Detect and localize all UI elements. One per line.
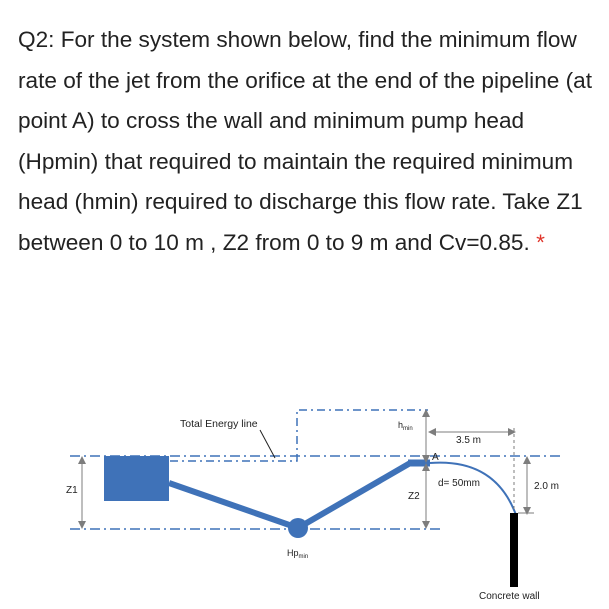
distance-label: 3.5 m [456, 435, 482, 446]
point-a-label: A [432, 452, 439, 463]
hmin-label [398, 420, 413, 432]
height-label: 2.0 m [534, 481, 560, 492]
question-body: Q2: For the system shown below, find the minimum flow rate of the jet from the orifice at the end of the pipeline (at point A) to cross the wall and minimum pump head (Hpmin) that required to maintain the required minimum head (hmin) required to discharge this flow rate. Take Z1 between 0 to 10 m , Z2 from 0 to 9 m and Cv=0.85. [18, 27, 592, 255]
hmin-label-main: h [398, 420, 404, 430]
reservoir-tank [104, 456, 169, 501]
diameter-label: d= 50mm [438, 478, 480, 489]
z2-label: Z2 [408, 491, 420, 502]
pipeline [169, 462, 412, 528]
pump-label-main: Hp [287, 548, 299, 558]
pump-label-sub: min [298, 554, 309, 560]
concrete-wall [510, 513, 518, 587]
hmin-label-sub: min [403, 426, 413, 432]
pump-icon [288, 518, 308, 538]
concrete-wall-label: Concrete wall [479, 591, 540, 602]
z1-label: Z1 [66, 485, 78, 496]
required-marker: * [536, 229, 545, 255]
pump-label [287, 548, 308, 560]
total-energy-line-label: Total Energy line [180, 418, 258, 430]
total-energy-leader [260, 430, 275, 458]
